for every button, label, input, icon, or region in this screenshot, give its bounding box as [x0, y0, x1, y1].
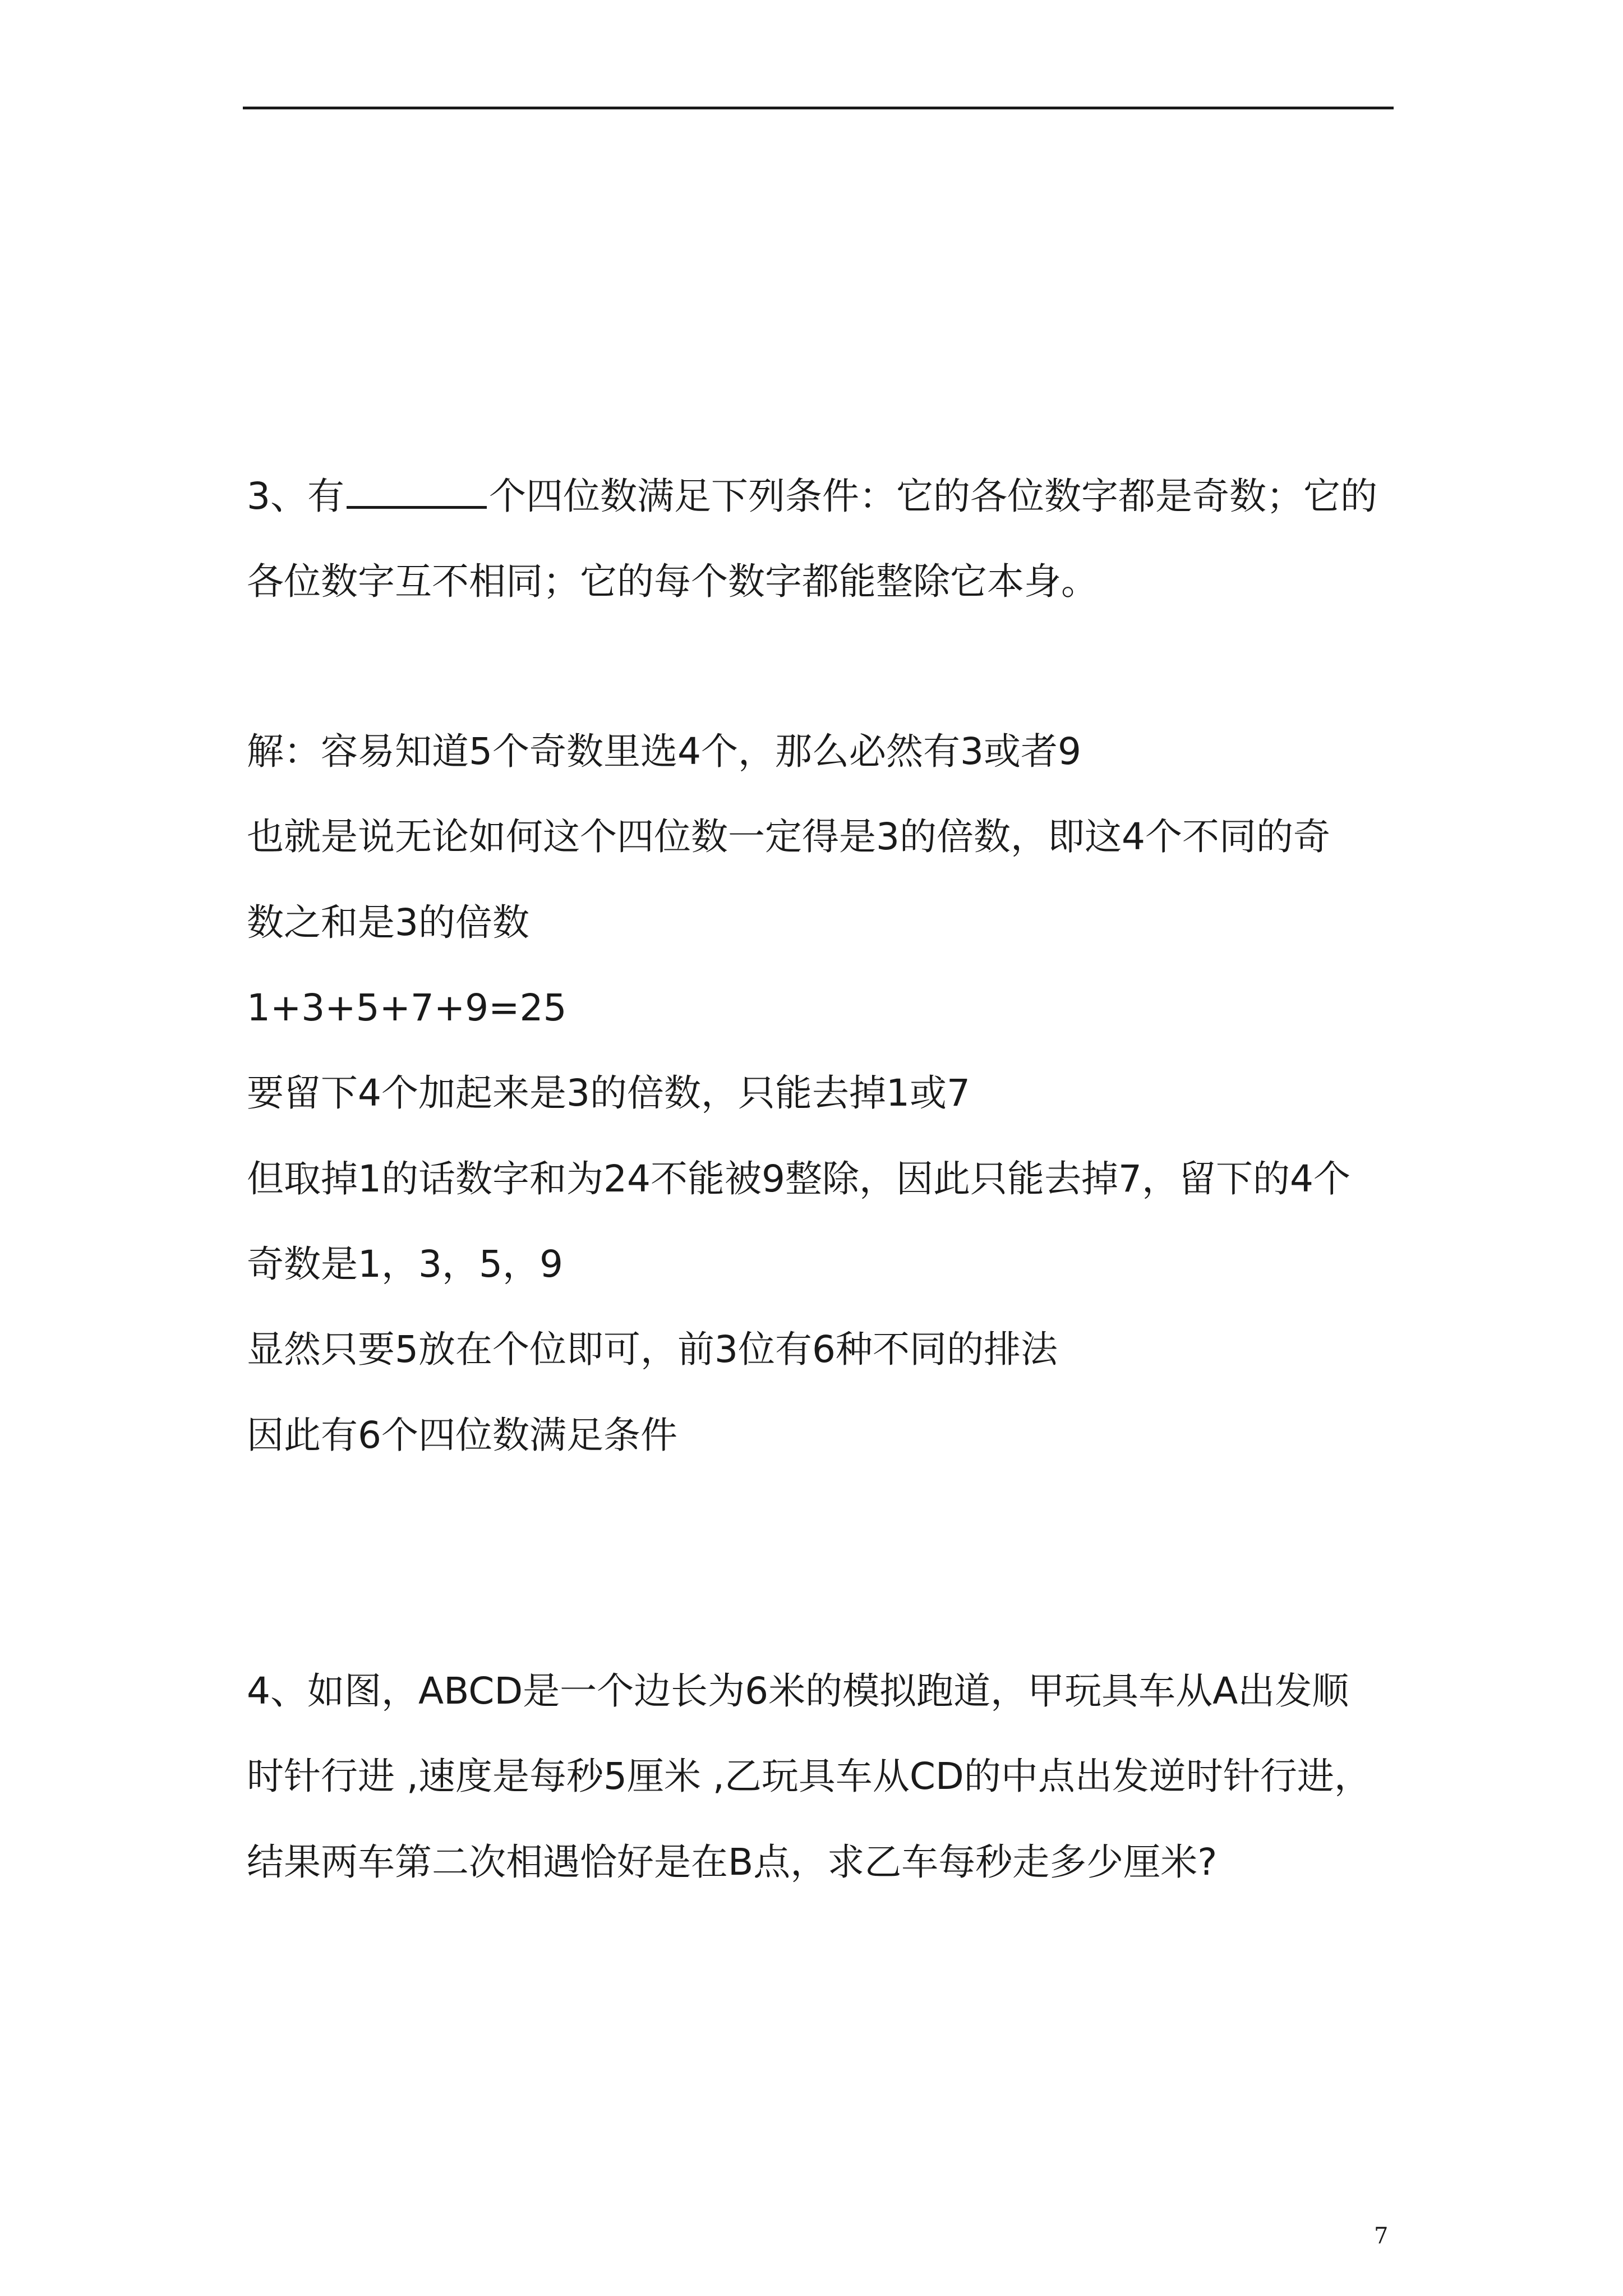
question-4-line-3: 结果两车第二次相遇恰好是在B点，求乙车每秒走多少厘米?: [247, 1841, 1218, 1884]
solution-line-7: 奇数是1，3，5，9: [247, 1243, 563, 1286]
solution-line-8: 显然只要5放在个位即可，前3位有6种不同的排法: [247, 1328, 1058, 1371]
question-3-line-1: [247, 474, 1377, 519]
solution-line-3: 数之和是3的倍数: [247, 901, 529, 944]
solution-line-5: 要留下4个加起来是3的倍数，只能去掉1或7: [247, 1071, 970, 1115]
answer-blank: [347, 475, 487, 509]
question-3-text: 个四位数满足下列条件：它的各位数字都是奇数；它的: [489, 475, 1377, 518]
question-3-line-2: 各位数字互不相同；它的每个数字都能整除它本身。: [247, 560, 1098, 603]
solution-line-2: 也就是说无论如何这个四位数一定得是3的倍数，即这4个不同的奇: [247, 815, 1330, 858]
question-4-line-1: 4、如图，ABCD是一个边长为6米的模拟跑道，甲玩具车从A出发顺: [247, 1669, 1349, 1713]
page-number: 7: [1374, 2223, 1389, 2249]
question-3-prefix: 3、有: [247, 475, 344, 518]
solution-line-6: 但取掉1的话数字和为24不能被9整除，因此只能去掉7，留下的4个: [247, 1157, 1350, 1200]
solution-line-1: 解：容易知道5个奇数里选4个，那么必然有3或者9: [247, 730, 1081, 773]
solution-equation: 1+3+5+7+9=25: [247, 986, 567, 1029]
solution-line-9: 因此有6个四位数满足条件: [247, 1414, 677, 1457]
question-4-line-2: 时针行进 ,速度是每秒5厘米 ,乙玩具车从CD的中点出发逆时针行进，: [247, 1755, 1371, 1798]
header-rule: [243, 107, 1394, 109]
